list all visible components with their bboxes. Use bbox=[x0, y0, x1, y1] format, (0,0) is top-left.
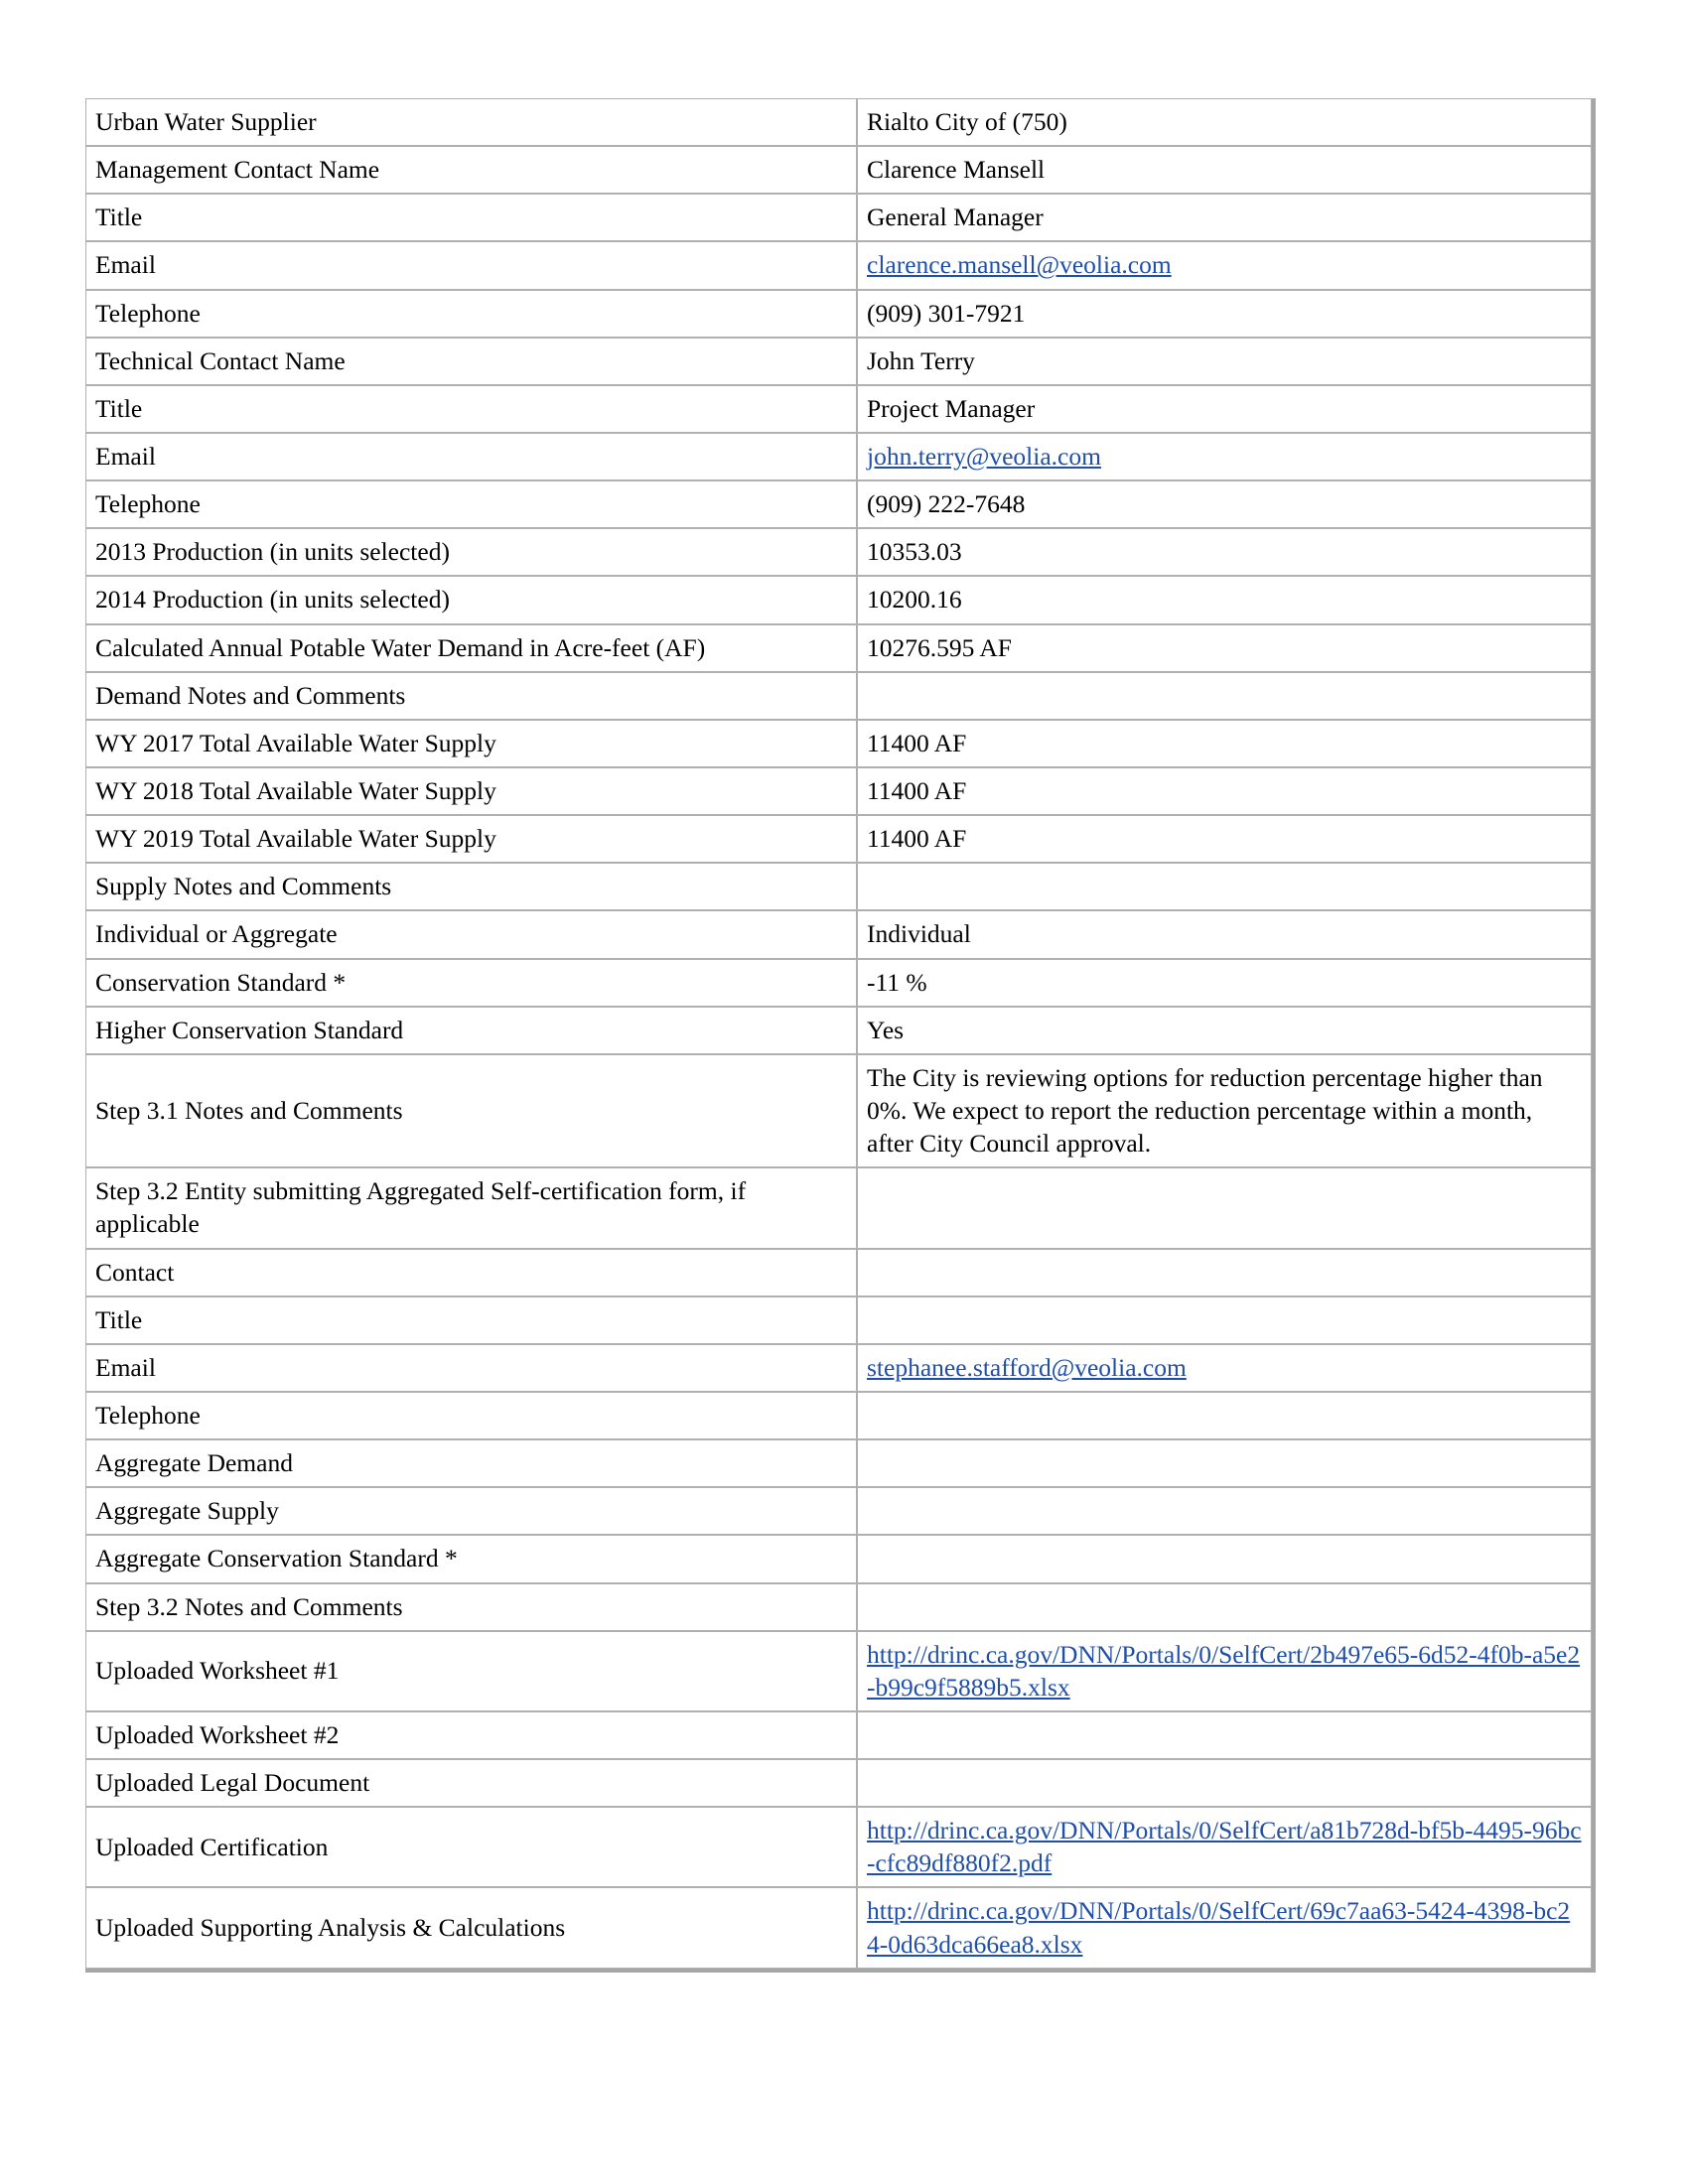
hyperlink[interactable]: http://drinc.ca.gov/DNN/Portals/0/SelfCert/69c7aa63-5424-4398-bc24-0d63dca66ea8.xlsx bbox=[867, 1896, 1571, 1959]
table-row bbox=[85, 98, 1592, 146]
table-row bbox=[85, 194, 1592, 241]
row-label: Aggregate Conservation Standard * bbox=[85, 1535, 857, 1582]
row-value: 10353.03 bbox=[857, 528, 1592, 576]
hyperlink[interactable]: http://drinc.ca.gov/DNN/Portals/0/SelfCert/a81b728d-bf5b-4495-96bc-cfc89df880f2.pdf bbox=[867, 1816, 1582, 1878]
row-value bbox=[857, 1297, 1592, 1344]
row-value: John Terry bbox=[857, 338, 1592, 385]
row-value: 10200.16 bbox=[857, 576, 1592, 623]
row-value[interactable] bbox=[857, 1631, 1592, 1711]
row-label: Management Contact Name bbox=[85, 146, 857, 194]
table-row bbox=[85, 1711, 1592, 1759]
row-label: Conservation Standard * bbox=[85, 959, 857, 1007]
row-value: Clarence Mansell bbox=[857, 146, 1592, 194]
row-value: 11400 AF bbox=[857, 815, 1592, 863]
row-value: 11400 AF bbox=[857, 767, 1592, 815]
table-row bbox=[85, 1807, 1592, 1887]
row-label: Calculated Annual Potable Water Demand in Acre-feet (AF) bbox=[85, 624, 857, 672]
row-label: WY 2018 Total Available Water Supply bbox=[85, 767, 857, 815]
row-value: The City is reviewing options for reduction percentage higher than 0%. We expect to report the reduction percentage within a month, after City Council approval. bbox=[857, 1054, 1592, 1167]
row-value: 11400 AF bbox=[857, 720, 1592, 767]
self-certification-table bbox=[85, 98, 1592, 1969]
table-row bbox=[85, 1759, 1592, 1807]
row-value: 10276.595 AF bbox=[857, 624, 1592, 672]
table-row bbox=[85, 1344, 1592, 1392]
table-row bbox=[85, 624, 1592, 672]
row-label: Step 3.2 Entity submitting Aggregated Self-certification form, if applicable bbox=[85, 1167, 857, 1248]
table-row bbox=[85, 672, 1592, 720]
row-value bbox=[857, 1535, 1592, 1582]
table-row bbox=[85, 1007, 1592, 1054]
row-label: Title bbox=[85, 194, 857, 241]
table-body bbox=[85, 98, 1592, 1969]
table-row bbox=[85, 1439, 1592, 1487]
row-value bbox=[857, 672, 1592, 720]
row-label: Contact bbox=[85, 1249, 857, 1297]
table-row bbox=[85, 1249, 1592, 1297]
table-row bbox=[85, 385, 1592, 433]
table-row bbox=[85, 1535, 1592, 1582]
row-value bbox=[857, 1249, 1592, 1297]
table-row bbox=[85, 338, 1592, 385]
row-value: Yes bbox=[857, 1007, 1592, 1054]
hyperlink[interactable]: stephanee.stafford@veolia.com bbox=[867, 1352, 1187, 1382]
row-label: Uploaded Legal Document bbox=[85, 1759, 857, 1807]
row-value: Individual bbox=[857, 910, 1592, 958]
row-label: Step 3.1 Notes and Comments bbox=[85, 1054, 857, 1167]
row-value bbox=[857, 1439, 1592, 1487]
row-value[interactable] bbox=[857, 433, 1592, 480]
row-value: General Manager bbox=[857, 194, 1592, 241]
row-label: Supply Notes and Comments bbox=[85, 863, 857, 910]
table-row bbox=[85, 1583, 1592, 1631]
row-label: Telephone bbox=[85, 290, 857, 338]
row-value: (909) 222-7648 bbox=[857, 480, 1592, 528]
table-row bbox=[85, 480, 1592, 528]
row-label: Uploaded Certification bbox=[85, 1807, 857, 1887]
row-label: 2013 Production (in units selected) bbox=[85, 528, 857, 576]
row-value bbox=[857, 1759, 1592, 1807]
row-label: Higher Conservation Standard bbox=[85, 1007, 857, 1054]
table-row bbox=[85, 720, 1592, 767]
row-label: Uploaded Supporting Analysis & Calculations bbox=[85, 1887, 857, 1968]
table-row bbox=[85, 910, 1592, 958]
table-row bbox=[85, 290, 1592, 338]
row-value: -11 % bbox=[857, 959, 1592, 1007]
row-label: 2014 Production (in units selected) bbox=[85, 576, 857, 623]
row-value bbox=[857, 1392, 1592, 1439]
hyperlink[interactable]: http://drinc.ca.gov/DNN/Portals/0/SelfCert/2b497e65-6d52-4f0b-a5e2-b99c9f5889b5.xlsx bbox=[867, 1639, 1581, 1702]
row-label: Email bbox=[85, 241, 857, 289]
certification-table-frame bbox=[85, 98, 1596, 1973]
row-label: Step 3.2 Notes and Comments bbox=[85, 1583, 857, 1631]
table-row bbox=[85, 576, 1592, 623]
table-row bbox=[85, 1631, 1592, 1711]
table-row bbox=[85, 1054, 1592, 1167]
row-value bbox=[857, 1487, 1592, 1535]
row-value: Rialto City of (750) bbox=[857, 98, 1592, 146]
hyperlink[interactable]: clarence.mansell@veolia.com bbox=[867, 250, 1172, 280]
table-row bbox=[85, 241, 1592, 289]
table-row bbox=[85, 1297, 1592, 1344]
row-value: (909) 301-7921 bbox=[857, 290, 1592, 338]
row-label: Urban Water Supplier bbox=[85, 98, 857, 146]
table-row bbox=[85, 146, 1592, 194]
row-label: Telephone bbox=[85, 480, 857, 528]
row-value bbox=[857, 863, 1592, 910]
row-label: Individual or Aggregate bbox=[85, 910, 857, 958]
table-row bbox=[85, 767, 1592, 815]
table-row bbox=[85, 815, 1592, 863]
row-value[interactable] bbox=[857, 1887, 1592, 1968]
hyperlink[interactable]: john.terry@veolia.com bbox=[867, 441, 1101, 471]
table-row bbox=[85, 1392, 1592, 1439]
row-value[interactable] bbox=[857, 1807, 1592, 1887]
row-label: Title bbox=[85, 1297, 857, 1344]
table-row bbox=[85, 1487, 1592, 1535]
row-label: Aggregate Demand bbox=[85, 1439, 857, 1487]
table-row bbox=[85, 959, 1592, 1007]
row-label: WY 2017 Total Available Water Supply bbox=[85, 720, 857, 767]
row-label: Email bbox=[85, 1344, 857, 1392]
row-label: Demand Notes and Comments bbox=[85, 672, 857, 720]
row-label: Technical Contact Name bbox=[85, 338, 857, 385]
row-label: Uploaded Worksheet #2 bbox=[85, 1711, 857, 1759]
row-value: Project Manager bbox=[857, 385, 1592, 433]
row-label: WY 2019 Total Available Water Supply bbox=[85, 815, 857, 863]
table-row bbox=[85, 863, 1592, 910]
row-label: Aggregate Supply bbox=[85, 1487, 857, 1535]
row-value bbox=[857, 1167, 1592, 1248]
row-label: Telephone bbox=[85, 1392, 857, 1439]
row-value bbox=[857, 1711, 1592, 1759]
row-label: Title bbox=[85, 385, 857, 433]
table-row bbox=[85, 1167, 1592, 1248]
table-row bbox=[85, 433, 1592, 480]
table-row bbox=[85, 1887, 1592, 1968]
row-value[interactable] bbox=[857, 1344, 1592, 1392]
row-label: Email bbox=[85, 433, 857, 480]
row-value bbox=[857, 1583, 1592, 1631]
table-row bbox=[85, 528, 1592, 576]
row-label: Uploaded Worksheet #1 bbox=[85, 1631, 857, 1711]
row-value[interactable] bbox=[857, 241, 1592, 289]
